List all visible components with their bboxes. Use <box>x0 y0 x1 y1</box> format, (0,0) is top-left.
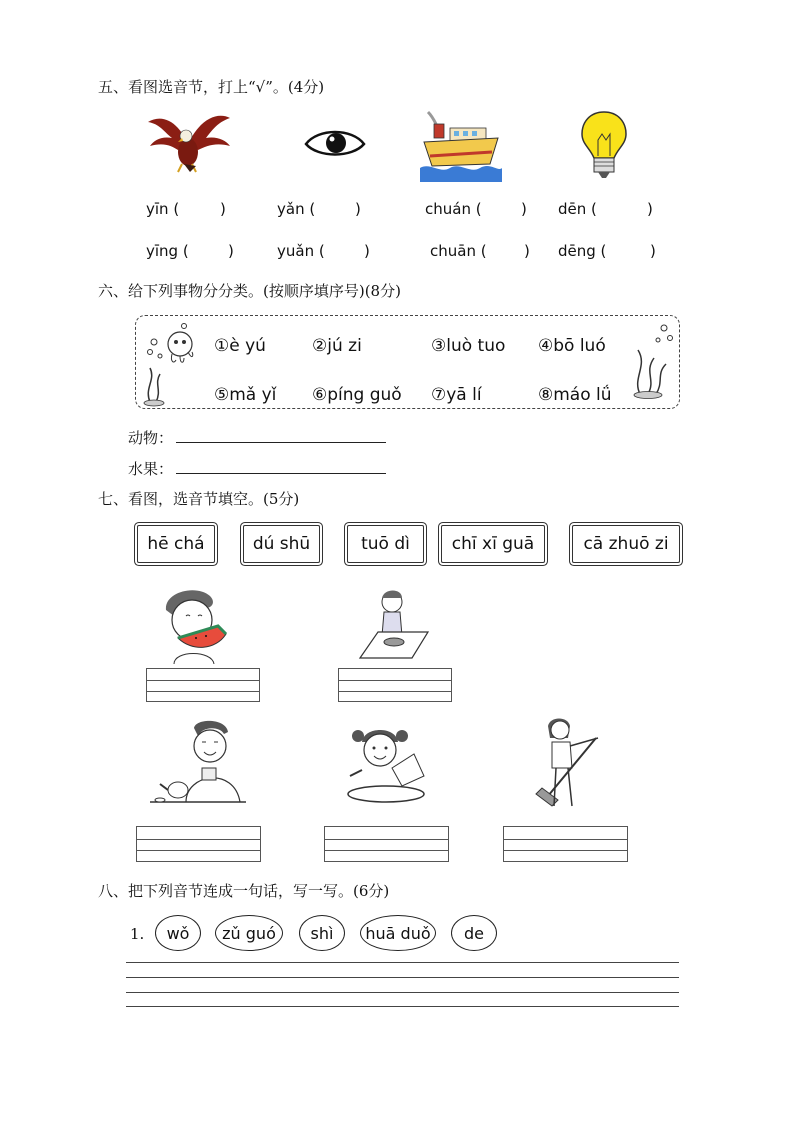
syllable-card: tuō dì <box>347 525 424 563</box>
pinyin-option: dēn ( <box>558 200 597 218</box>
option-item: ⑧máo lǘ <box>538 385 612 405</box>
paren-close: ) <box>524 242 530 260</box>
seaweed-icon <box>628 320 676 400</box>
syllable-card: hē chá <box>137 525 215 563</box>
boy-wiping-table-icon <box>356 586 432 660</box>
writing-box[interactable] <box>136 826 261 862</box>
paren-close: ) <box>650 242 656 260</box>
paren-close: ) <box>228 242 234 260</box>
girl-reading-icon <box>344 724 430 804</box>
octopus-icon <box>140 318 200 408</box>
writing-box[interactable] <box>324 826 449 862</box>
pinyin-option: yǎn ( <box>277 200 316 218</box>
q7-heading: 七、看图，选音节填空。(5分) <box>98 490 300 508</box>
writing-box[interactable] <box>338 668 452 702</box>
pinyin-option: dēng ( <box>558 242 607 260</box>
eye-icon <box>304 126 366 162</box>
eagle-icon <box>146 110 232 178</box>
syllable-card: dú shū <box>243 525 320 563</box>
paren-close: ) <box>647 200 653 218</box>
writing-box[interactable] <box>503 826 628 862</box>
paren-close: ) <box>355 200 361 218</box>
animal-answer-line[interactable] <box>176 442 386 443</box>
option-item: ⑥píng guǒ <box>312 385 402 405</box>
fruit-answer-line[interactable] <box>176 473 386 474</box>
ship-icon <box>420 110 502 182</box>
woman-sweeping-icon <box>534 716 606 810</box>
q6-heading: 六、给下列事物分分类。(按顺序填序号)(8分) <box>98 282 401 300</box>
option-item: ①è yú <box>214 336 266 356</box>
pinyin-option: chuān ( <box>430 242 487 260</box>
boy-eating-watermelon-icon <box>156 586 232 664</box>
syllable-card: cā zhuō zi <box>572 525 680 563</box>
writing-line[interactable] <box>126 977 679 978</box>
pinyin-option: chuán ( <box>425 200 482 218</box>
syllable-oval: de <box>451 915 497 951</box>
syllable-oval: huā duǒ <box>360 915 436 951</box>
bulb-icon <box>580 110 628 182</box>
pinyin-option: yuǎn ( <box>277 242 325 260</box>
paren-close: ) <box>364 242 370 260</box>
option-item: ⑤mǎ yǐ <box>214 385 277 405</box>
syllable-oval: wǒ <box>155 915 201 951</box>
option-item: ③luò tuo <box>431 336 506 356</box>
option-item: ④bō luó <box>538 336 606 356</box>
option-item: ②jú zi <box>312 336 362 356</box>
writing-line[interactable] <box>126 962 679 963</box>
writing-line[interactable] <box>126 992 679 993</box>
paren-close: ) <box>220 200 226 218</box>
syllable-oval: zǔ guó <box>215 915 283 951</box>
q8-heading: 八、把下列音节连成一句话，写一写。(6分) <box>98 882 390 900</box>
paren-close: ) <box>521 200 527 218</box>
fruit-label: 水果： <box>128 460 174 478</box>
syllable-card: chī xī guā <box>441 525 545 563</box>
syllable-oval: shì <box>299 915 345 951</box>
pinyin-option: yīn ( <box>146 200 180 218</box>
pinyin-option: yīng ( <box>146 242 189 260</box>
animal-label: 动物： <box>128 429 174 447</box>
writing-box[interactable] <box>146 668 260 702</box>
question-number: 1. <box>130 925 145 943</box>
man-drinking-tea-icon <box>150 718 250 804</box>
option-item: ⑦yā lí <box>431 385 482 405</box>
writing-line[interactable] <box>126 1006 679 1007</box>
q5-heading: 五、看图选音节，打上“√”。(4分) <box>98 78 325 96</box>
